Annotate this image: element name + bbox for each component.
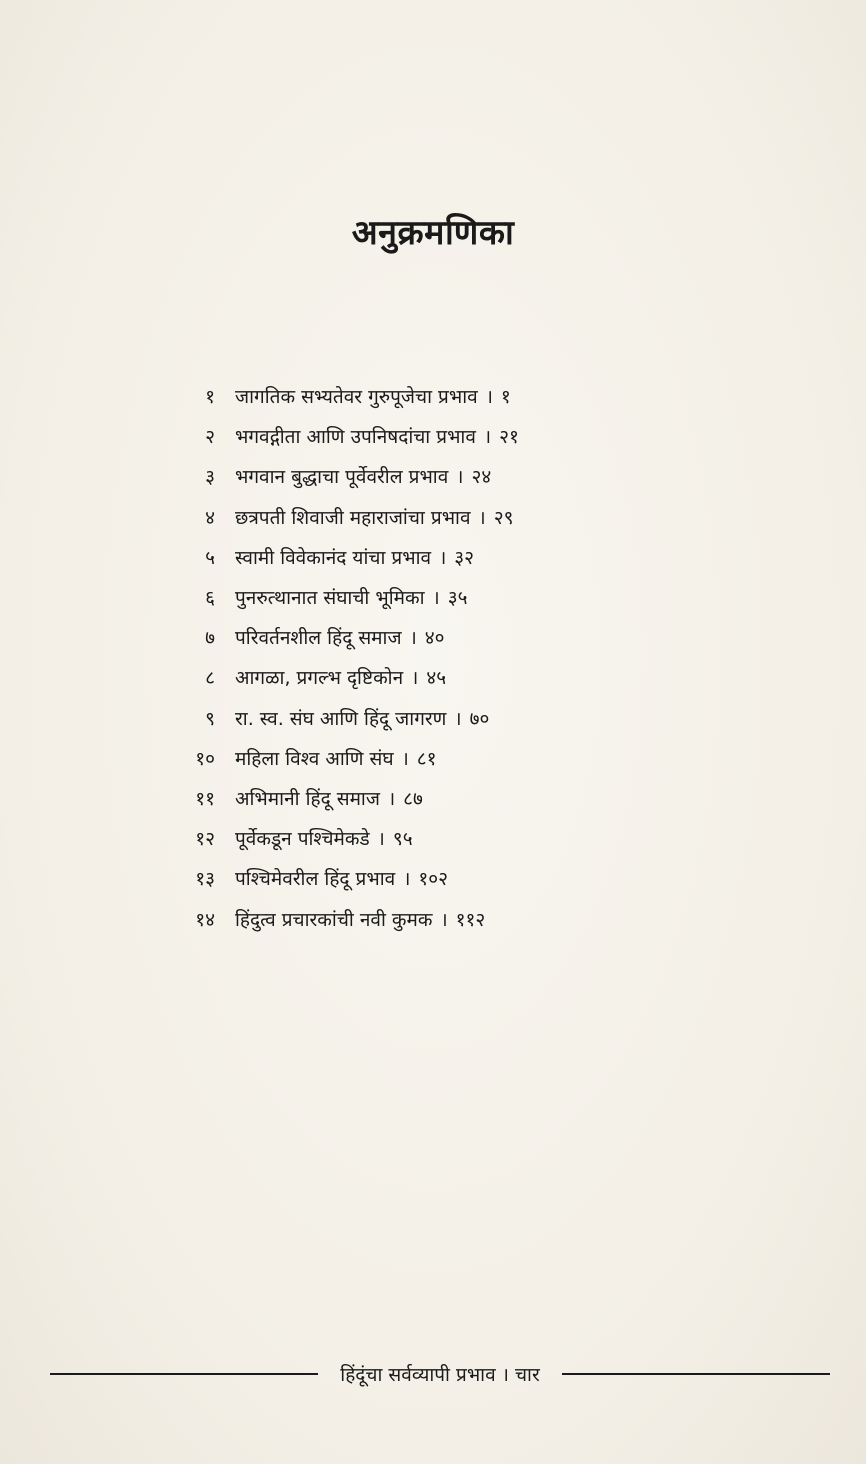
toc-entry [150,738,750,778]
toc-entry-title: परिवर्तनशील हिंदू समाज [235,627,402,650]
page-title: अनुक्रमणिका [351,213,515,253]
toc-entry-page: ३५ [447,587,468,610]
toc-entry-separator: । [440,908,448,931]
toc-entry-title: हिंदुत्व प्रचारकांची नवी कुमक [235,908,433,931]
toc-entry-page: २४ [471,466,492,489]
toc-entry [150,537,750,577]
toc-entry [150,416,750,456]
toc-entry-page: ११२ [455,908,486,931]
toc-entry [150,778,750,818]
toc-entry-title: भगवान बुद्धाचा पूर्वेवरील प्रभाव [235,466,449,489]
toc-entry-body [235,463,491,489]
toc-entry-body [235,423,519,449]
toc-entry [150,657,750,697]
footer-rule-right [562,1373,830,1375]
toc-entry-separator: । [454,707,462,730]
toc-entry-page: २१ [499,426,519,449]
footer-page-label: चार [514,1364,540,1386]
toc-entry [150,818,750,858]
toc-entry-page: ४५ [426,667,447,690]
toc-entry-separator: । [478,506,486,529]
toc-entry-title: स्वामी विवेकानंद यांचा प्रभाव [235,546,432,569]
toc-entry-title: पुनरुत्थानात संघाची भूमिका [235,587,425,610]
toc-entry-number: ६ [205,587,215,610]
toc-entry [150,617,750,657]
toc-entry [150,858,750,898]
toc-entry [150,497,750,537]
toc-entry-number: ७ [205,627,215,650]
footer-text [318,1361,561,1387]
footer-separator: । [501,1364,509,1386]
toc-entry-number: १४ [195,908,215,931]
toc-entry-separator: । [401,747,409,770]
toc-entry-title: भगवद्गीता आणि उपनिषदांचा प्रभाव [235,426,476,449]
toc-entry-body [235,705,489,731]
toc-entry-title: अभिमानी हिंदू समाज [235,787,380,810]
toc-entry-page: १ [500,386,511,409]
toc-entry-page: ७० [469,707,490,730]
toc-entry-page: ९५ [392,828,413,851]
toc-entry-body [235,383,511,409]
toc-entry-separator: । [403,868,411,891]
toc-entry-separator: । [439,546,447,569]
toc-entry-body [235,624,445,650]
toc-entry-body [235,664,446,690]
toc-entry [150,698,750,738]
toc-entry [150,577,750,617]
toc-entry-separator: । [411,667,419,690]
toc-entry-title: छत्रपती शिवाजी महाराजांचा प्रभाव [235,506,471,529]
toc-entry-title: जागतिक सभ्यतेवर गुरुपूजेचा प्रभाव [235,386,478,409]
toc-entry-separator: । [432,587,440,610]
toc-entry-separator: । [377,828,385,851]
toc-entry-title: पूर्वेकडून पश्चिमेकडे [235,828,370,851]
toc-entry-number: १२ [195,828,215,851]
toc-entry-number: १० [195,747,215,770]
toc-entry [150,898,750,938]
toc-entry-separator: । [483,426,492,449]
toc-entry-page: २९ [493,506,514,529]
toc-entry-page: ३२ [454,546,475,569]
toc-entry [150,456,750,496]
toc-entry-number: ४ [205,506,215,529]
toc-entry-body [235,544,474,570]
table-of-contents [150,376,750,939]
toc-entry-number: ११ [195,787,215,810]
toc-entry-title: पश्चिमेवरील हिंदू प्रभाव [235,868,396,891]
toc-entry-separator: । [409,627,417,650]
toc-entry-number: १३ [195,868,215,891]
toc-entry [150,376,750,416]
toc-entry-number: ८ [205,667,215,690]
toc-entry-body [235,785,423,811]
toc-entry-page: ४० [424,627,445,650]
footer-book-title: हिंदूंचा सर्वव्यापी प्रभाव [340,1364,496,1386]
toc-entry-page: ८७ [403,787,423,810]
toc-entry-number: ५ [205,546,215,569]
toc-entry-number: ३ [205,466,215,489]
page-footer [50,1354,830,1394]
toc-entry-body [235,584,468,610]
toc-entry-separator: । [387,787,396,810]
toc-entry-number: २ [205,426,215,449]
toc-entry-number: १ [205,386,215,409]
toc-entry-number: ९ [205,707,215,730]
toc-entry-page: ८१ [416,747,437,770]
toc-entry-title: रा. स्व. संघ आणि हिंदू जागरण [235,707,447,730]
toc-entry-page: १०२ [418,868,449,891]
toc-entry-title: महिला विश्व आणि संघ [235,747,394,770]
toc-entry-body [235,825,413,851]
footer-rule-left [50,1373,318,1375]
toc-entry-separator: । [456,466,464,489]
toc-entry-separator: । [485,386,493,409]
toc-entry-body [235,865,448,891]
toc-entry-body [235,745,437,771]
toc-entry-body [235,504,514,530]
toc-entry-title: आगळा, प्रगल्भ दृष्टिकोन [235,667,404,690]
toc-entry-body [235,906,485,932]
